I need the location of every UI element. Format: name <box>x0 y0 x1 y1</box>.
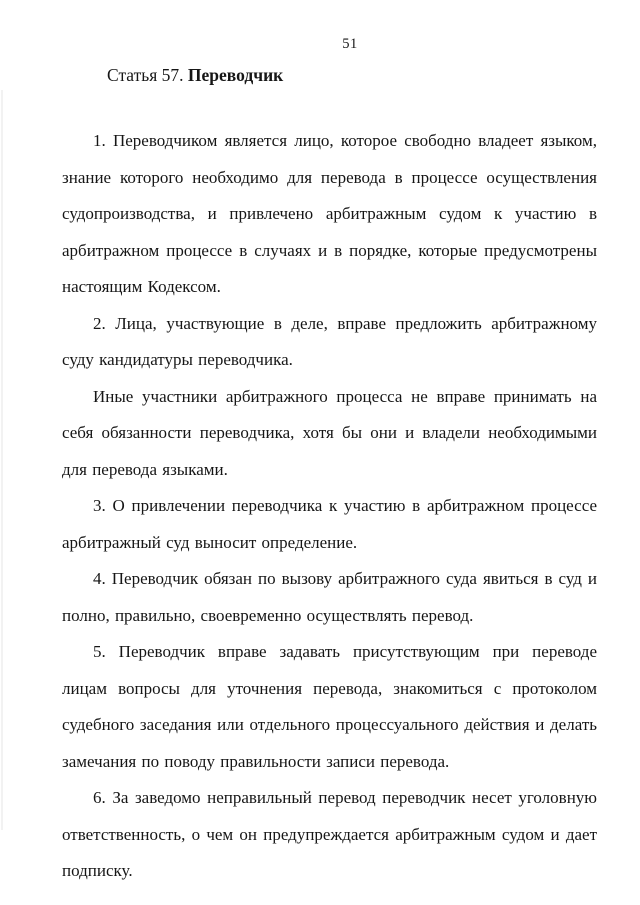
scan-edge-artifact <box>1 90 3 830</box>
article-body <box>62 123 597 890</box>
paragraph: Иные участники арбитражного процесса не вправе принимать на себя обязанности переводчика, хотя бы они и владели необходимыми для перевода языками. <box>62 386 597 479</box>
article-title-prefix: Статья 57. <box>107 65 188 85</box>
paragraph: 4. Переводчик обязан по вызову арбитражного суда явиться в суд и полно, правильно, своевременно осуществлять перевод. <box>62 569 597 625</box>
paragraph: 6. За заведомо неправильный перевод переводчик несет уголовную ответственность, о чем он предупреждается арбитражным судом и дает подписку. <box>62 788 597 880</box>
article-title <box>107 65 283 86</box>
article-title-name: Переводчик <box>187 65 284 85</box>
paragraph: 3. О привлечении переводчика к участию в арбитражном процессе арбитражный суд выносит определение. <box>62 496 597 552</box>
paragraph: 5. Переводчик вправе задавать присутствующим при переводе лицам вопросы для уточнения перевода, знакомиться с протоколом судебного заседания или отдельного процессуального действия и делать замечания по поводу правильности записи перевода. <box>62 642 597 771</box>
paragraph: 1. Переводчиком является лицо, которое свободно владеет языком, знание которого необходимо для перевода в процессе осуществления судопроизводства, и привлечено арбитражным судом к участию в арбитражном процессе в случаях и в порядке, которые предусмотрены настоящим Кодексом. <box>62 131 597 296</box>
page-number: 51 <box>342 36 358 52</box>
paragraph: 2. Лица, участвующие в деле, вправе предложить арбитражному суду кандидатуры переводчика. <box>62 313 597 369</box>
